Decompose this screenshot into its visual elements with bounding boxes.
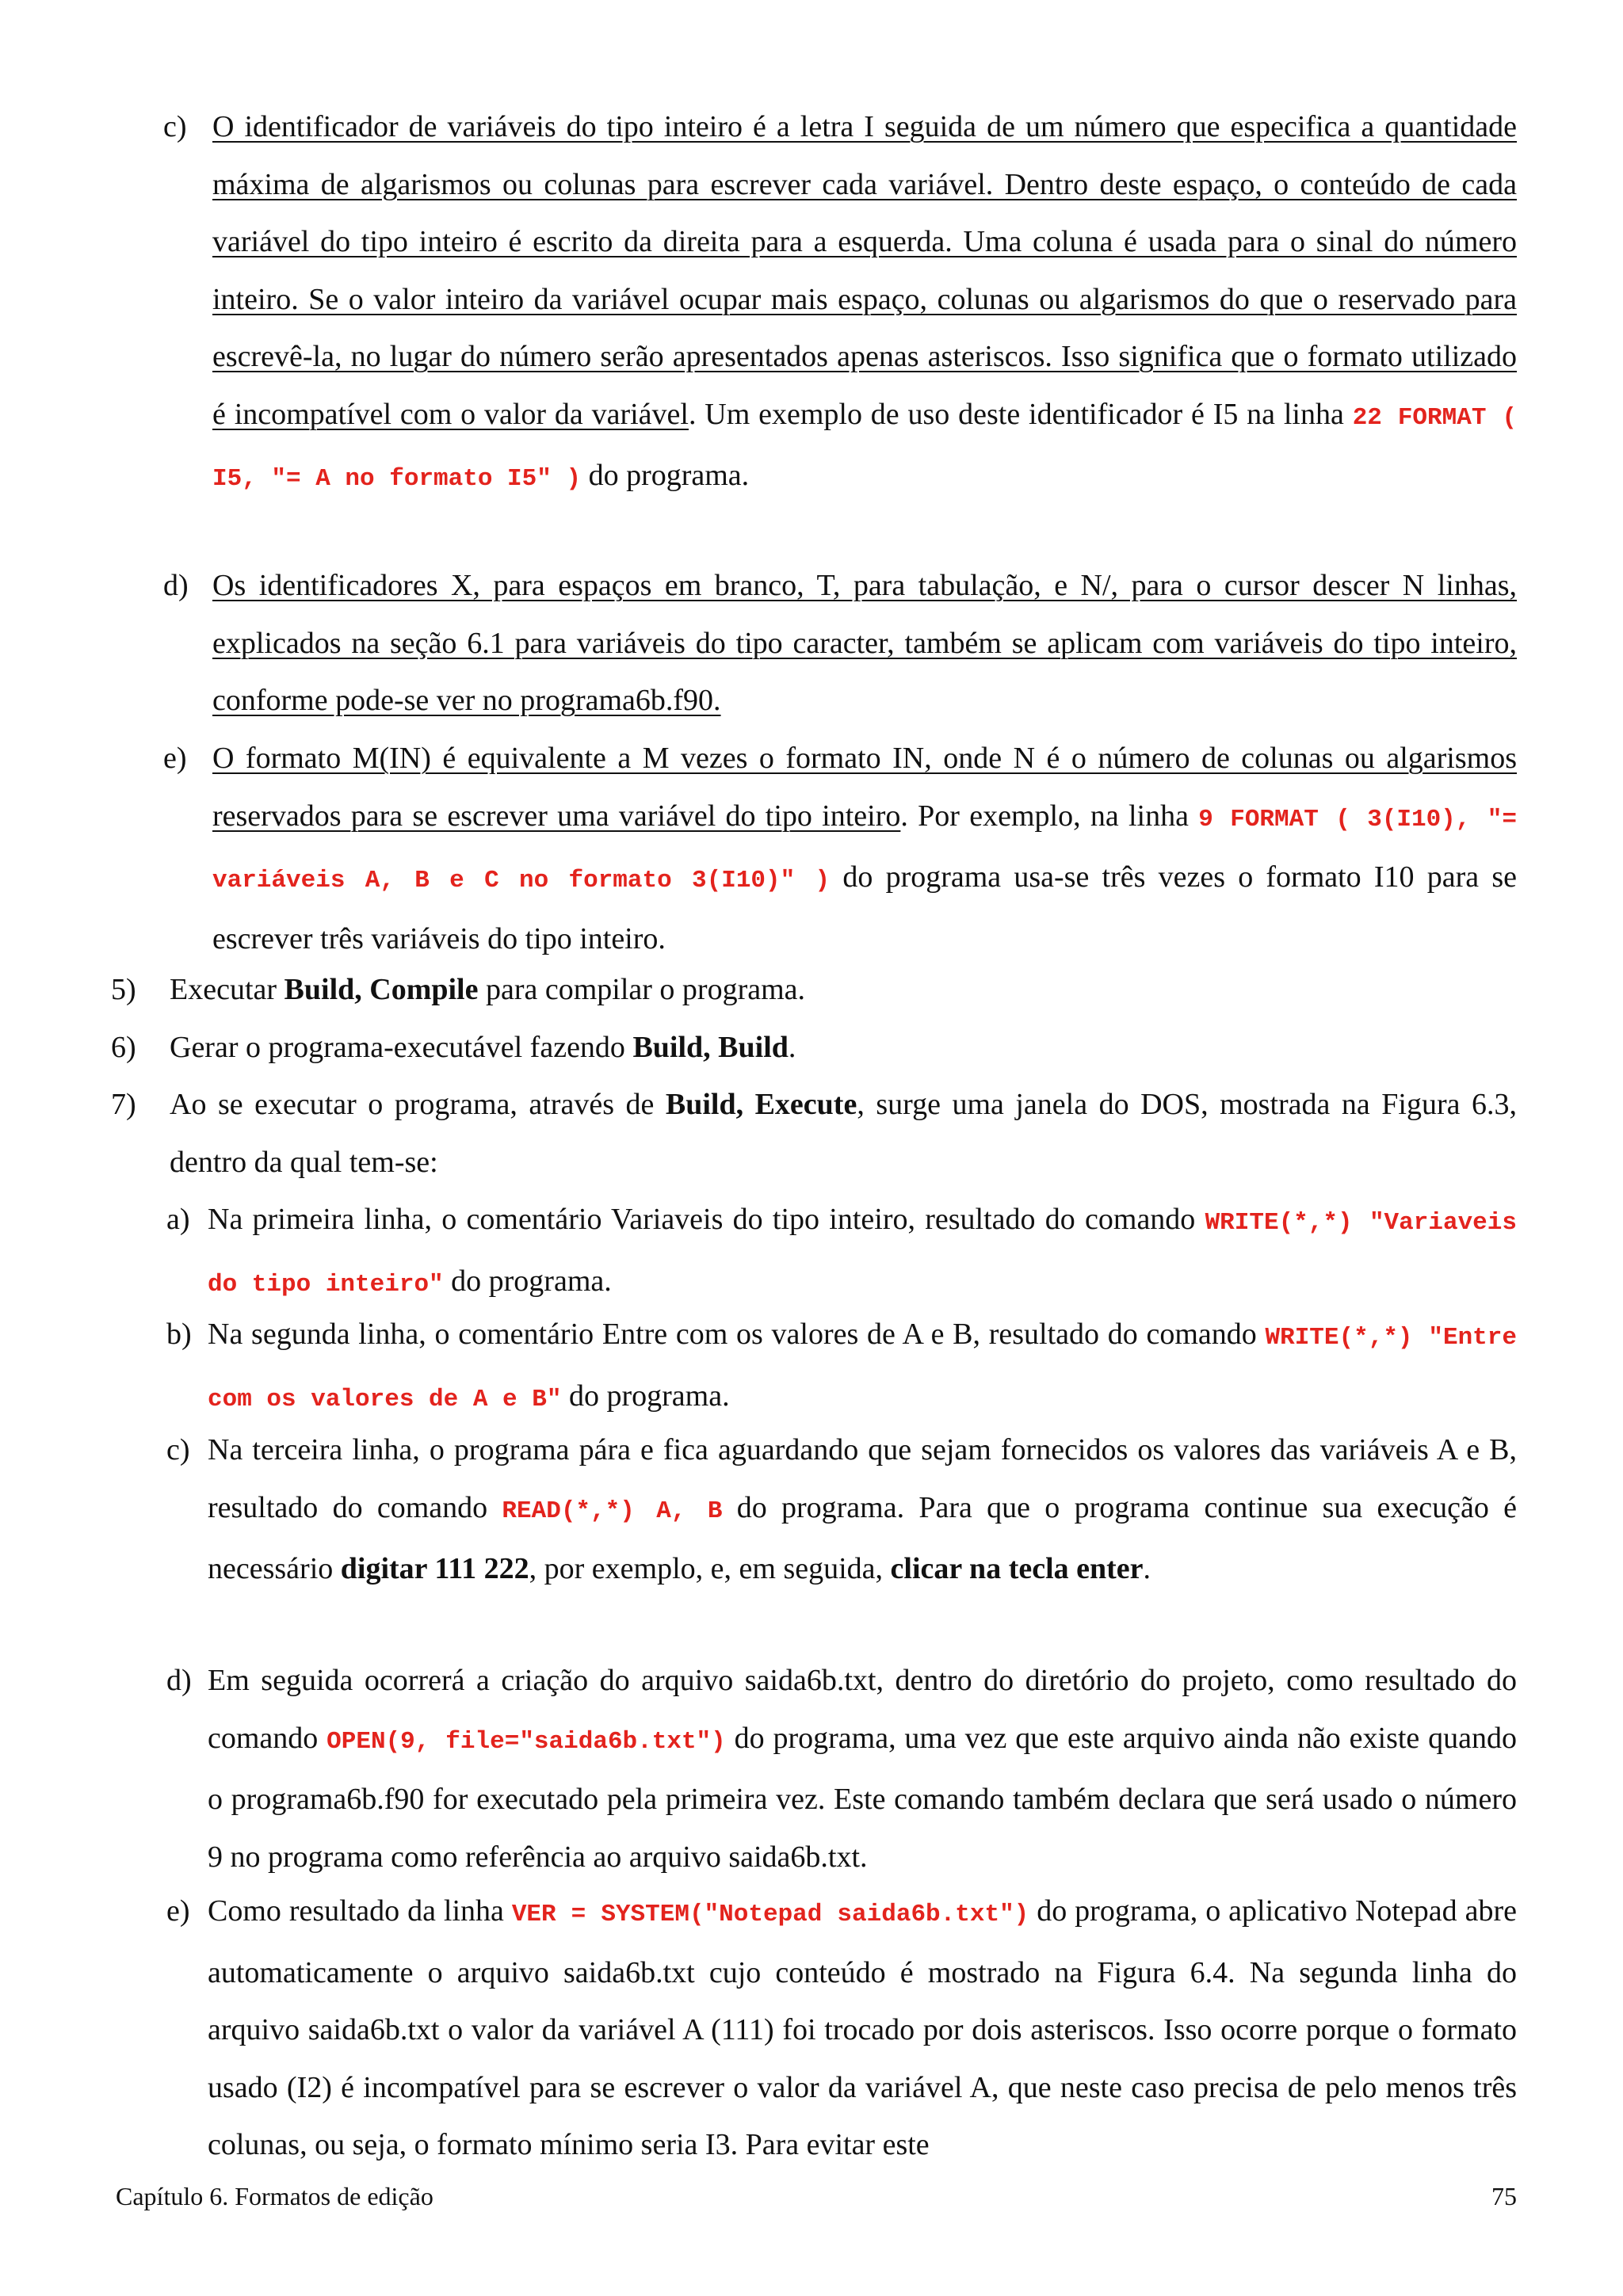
list-item-b-segunda-linha (166, 1306, 1517, 1428)
underlined-text: O identificador de variáveis do tipo inteiro é a letra I seguida de um número que especifica a quantidade máxima de algarismos ou colunas para escrever cada variável. Dentro deste espaço, o conteúdo de cada variável do tipo inteiro é escrito da direita para a esquerda. Uma coluna é usada para o sinal do número inteiro. Se o valor inteiro da variável ocupar mais espaço, colunas ou algarismos do que o reservado para escrevê-la, no lugar do número serão apresentados apenas asteriscos. Isso significa que o formato utilizado é incompatível com o valor da variável (212, 110, 1517, 431)
bold-text: Build, Execute (665, 1088, 857, 1121)
code-snippet: 9 FORMAT ( 3(I10), "= variáveis A, B e C no formato 3(I10)" ) (212, 805, 1518, 894)
body-text: . Um exemplo de uso deste identificador é I5 na linha (688, 397, 1353, 431)
bold-text: Build, Build (632, 1031, 789, 1064)
body-text: do programa. Para que o programa continue sua execução é necessário (208, 1490, 1517, 1585)
code-snippet: WRITE(*,*) "Variaveis do tipo inteiro" (208, 1209, 1517, 1299)
underlined-text: O formato M(IN) é equivalente a M vezes o formato IN, onde N é o número de colunas ou algarismos reservados para se escrever uma variável do tipo inteiro (212, 742, 1517, 833)
step-7 (111, 1076, 1517, 1191)
underlined-text: Os identificadores X, para espaços em branco, T, para tabulação, e N/, para o cursor descer N linhas, explicados na seção 6.1 para variáveis do tipo caracter, também se aplicam com variáveis do tipo inteiro, conforme pode-se ver no programa6b.f90. (212, 569, 1517, 717)
list-item-a-primeira-linha (166, 1191, 1517, 1314)
item-label: e) (166, 1894, 190, 1928)
step-number: 6) (111, 1031, 136, 1064)
list-item-c-identificador-inteiro (163, 98, 1517, 509)
body-text: do programa. (561, 1379, 730, 1413)
list-item-d-criacao-arquivo (166, 1652, 1517, 1886)
code-snippet: 22 FORMAT ( I5, "= A no formato I5" ) (212, 403, 1517, 493)
body-text: . (788, 1031, 796, 1064)
body-text: do programa, o aplicativo Notepad abre automaticamente o arquivo saida6b.txt cujo conteúdo é mostrado na Figura 6.4. Na segunda linha do arquivo saida6b.txt o valor da variável A (111) foi trocado por dois asteriscos. Isso ocorre porque o formato usado (I2) é incompatível para se escrever o valor da variável A, que neste caso precisa de pelo menos três colunas, ou seja, o formato mínimo seria I3. Para evitar este (208, 1894, 1518, 2161)
step-number: 5) (111, 973, 136, 1006)
code-snippet: OPEN(9, file="saida6b.txt") (327, 1727, 726, 1756)
body-text: do programa usa-se três vezes o formato I10 para se escrever três variáveis do tipo inteiro. (212, 860, 1517, 955)
list-item-c-terceira-linha (166, 1421, 1517, 1598)
body-text: . (1143, 1552, 1151, 1585)
item-label: c) (166, 1433, 190, 1466)
body-text: Como resultado da linha (208, 1894, 512, 1928)
body-text: Ao se executar o programa, através de (170, 1088, 666, 1121)
bold-text: digitar 111 222 (340, 1552, 529, 1585)
code-snippet: VER = SYSTEM("Notepad saida6b.txt") (511, 1901, 1029, 1928)
body-text: Na segunda linha, o comentário Entre com os valores de A e B, resultado do comando (208, 1318, 1266, 1351)
bold-text: clicar na tecla enter (890, 1552, 1144, 1585)
item-label: a) (166, 1203, 190, 1236)
item-label: d) (166, 1664, 192, 1697)
list-item-d-identificadores (163, 557, 1517, 730)
body-text: . Por exemplo, na linha (900, 799, 1199, 833)
body-text: Em seguida ocorrerá a criação do arquivo saida6b.txt, dentro do diretório do projeto, como resultado do comando (208, 1664, 1517, 1755)
footer-chapter-title: Capítulo 6. Formatos de edição (116, 2182, 433, 2210)
item-label: e) (163, 742, 187, 775)
step-number: 7) (111, 1088, 136, 1121)
body-text: Gerar o programa-executável fazendo (170, 1031, 633, 1064)
body-text: , por exemplo, e, em seguida, (529, 1552, 891, 1585)
step-5 (111, 961, 1517, 1019)
body-text: Na terceira linha, o programa pára e fica aguardando que sejam fornecidos os valores das variáveis A e B, resultado do comando (208, 1433, 1517, 1524)
item-label: c) (163, 110, 187, 143)
body-text: para compilar o programa. (478, 973, 806, 1006)
body-text: do programa. (581, 459, 750, 492)
item-label: b) (166, 1318, 192, 1351)
body-text: Na primeira linha, o comentário Variaveis do tipo inteiro, resultado do comando (208, 1203, 1205, 1236)
list-item-e-formato-m-in (163, 730, 1518, 967)
list-item-e-notepad (166, 1882, 1518, 2174)
body-text: do programa. (443, 1264, 612, 1298)
item-label: d) (163, 569, 189, 602)
body-text: do programa, uma vez que este arquivo ainda não existe quando o programa6b.f90 for executado pela primeira vez. Este comando também declara que será usado o número 9 no programa como referência ao arquivo saida6b.txt. (208, 1721, 1517, 1874)
code-snippet: WRITE(*,*) "Entre com os valores de A e B" (208, 1324, 1517, 1413)
body-text: , surge uma janela do DOS, mostrada na Figura 6.3, dentro da qual tem-se: (170, 1088, 1517, 1179)
code-snippet: READ(*,*) A, B (502, 1497, 723, 1525)
step-6 (111, 1019, 1517, 1077)
bold-text: Build, Compile (284, 973, 479, 1006)
footer-page-number: 75 (1491, 2182, 1517, 2210)
body-text: Executar (170, 973, 285, 1006)
